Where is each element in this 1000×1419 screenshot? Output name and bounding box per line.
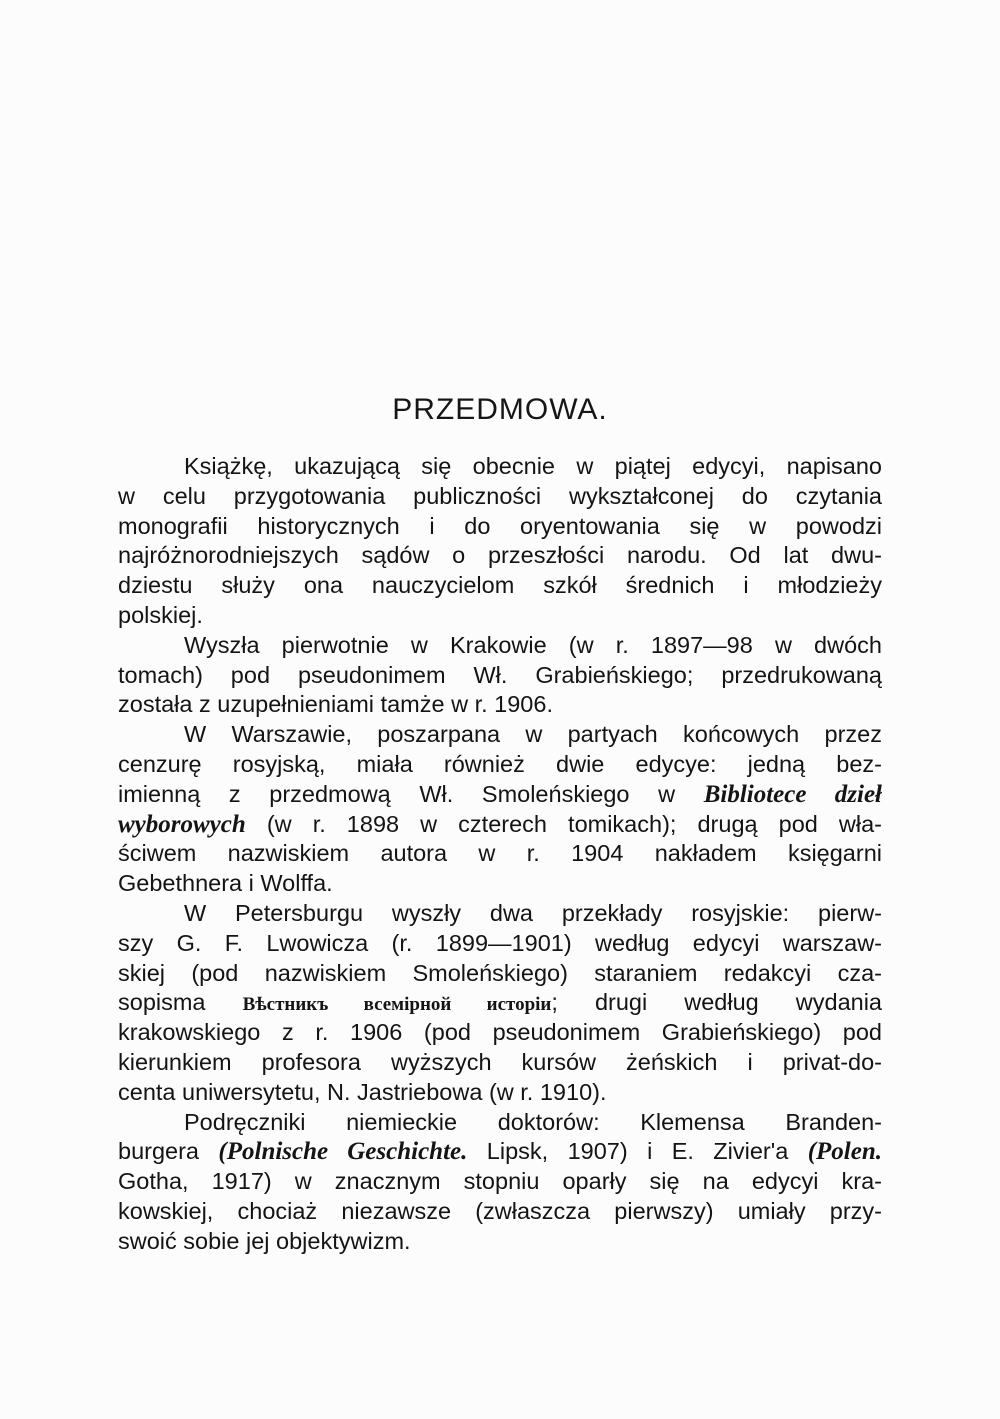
italic-title: (Polnische Geschichte. <box>218 1138 468 1166</box>
text-line: skiej (pod nazwiskiem Smoleńskiego) staraniem redakcyi cza- <box>118 959 882 986</box>
text-line <box>118 1137 882 1167</box>
text-line: dziestu służy ona nauczycielom szkół średnich i młodzieży <box>118 572 882 599</box>
text-line: najróżnorodniejszych sądów o przeszłości narodu. Od lat dwu- <box>118 542 882 569</box>
text-line <box>118 780 882 810</box>
text-line: kierunkiem profesora wyższych kursów żeńskich i privat-do- <box>118 1048 882 1075</box>
text-line: Książkę, ukazującą się obecnie w piątej edycyi, napisano <box>184 453 882 479</box>
text-line: Podręczniki niemieckie doktorów: Klemensa Branden- <box>184 1108 882 1135</box>
text-line <box>118 988 882 1018</box>
body-text <box>118 452 882 1257</box>
text-line <box>118 810 882 840</box>
text-line: monografii historycznych i do oryentowania się w powodzi <box>118 512 882 539</box>
text-line: ściwem nazwiskiem autora w r. 1904 nakładem księgarni <box>118 840 882 867</box>
text-run: sopisma <box>118 989 243 1016</box>
text-line: W Warszawie, poszarpana w partyach końcowych przez <box>184 721 882 748</box>
text-run: Lipsk, 1907) i E. Zivier'a <box>467 1138 808 1165</box>
text-line: kowskiej, chociaż niezawsze (zwłaszcza pierwszy) umiały przy- <box>118 1197 882 1224</box>
text-run: burgera <box>118 1138 219 1165</box>
italic-title: Bibliotece dzieł <box>703 780 882 808</box>
text-line: Gebethnera i Wolffa. <box>118 870 333 897</box>
text-line: szy G. F. Lwowicza (r. 1899—1901) według edycyi warszaw- <box>118 929 882 956</box>
cyrillic-title: Вѣстникъ всемірной исторіи <box>242 994 552 1016</box>
text-line: W Petersburgu wyszły dwa przekłady rosyjskie: pierw- <box>184 899 882 926</box>
page-title: PRZEDMOWA. <box>392 393 608 426</box>
text-line: tomach) pod pseudonimem Wł. Grabieńskiego; przedrukowaną <box>118 661 882 688</box>
italic-title: wyborowych <box>118 810 246 838</box>
text-line: cenzurę rosyjską, miała również dwie edycye: jedną bez- <box>118 750 882 777</box>
text-line: Wyszła pierwotnie w Krakowie (w r. 1897—98 w dwóch <box>184 631 882 658</box>
text-line: Gotha, 1917) w znacznym stopniu oparły się na edycyi kra- <box>118 1168 882 1195</box>
text-run: (w r. 1898 w czterech tomikach); drugą pod wła- <box>245 810 882 837</box>
text-line: polskiej. <box>118 601 203 628</box>
text-line: została z uzupełnieniami tamże w r. 1906. <box>118 691 553 718</box>
text-line: krakowskiego z r. 1906 (pod pseudonimem Grabieńskiego) pod <box>118 1019 882 1046</box>
italic-title: (Polen. <box>807 1138 882 1166</box>
text-line: swoić sobie jej objektywizm. <box>118 1227 411 1254</box>
text-run: imienną z przedmową Wł. Smoleńskiego w <box>118 780 704 807</box>
text-line: centa uniwersytetu, N. Jastriebowa (w r. 1910). <box>118 1078 607 1105</box>
text-run: ; drugi według wydania <box>551 989 882 1016</box>
text-line: w celu przygotowania publiczności wykształconej do czytania <box>118 482 882 509</box>
